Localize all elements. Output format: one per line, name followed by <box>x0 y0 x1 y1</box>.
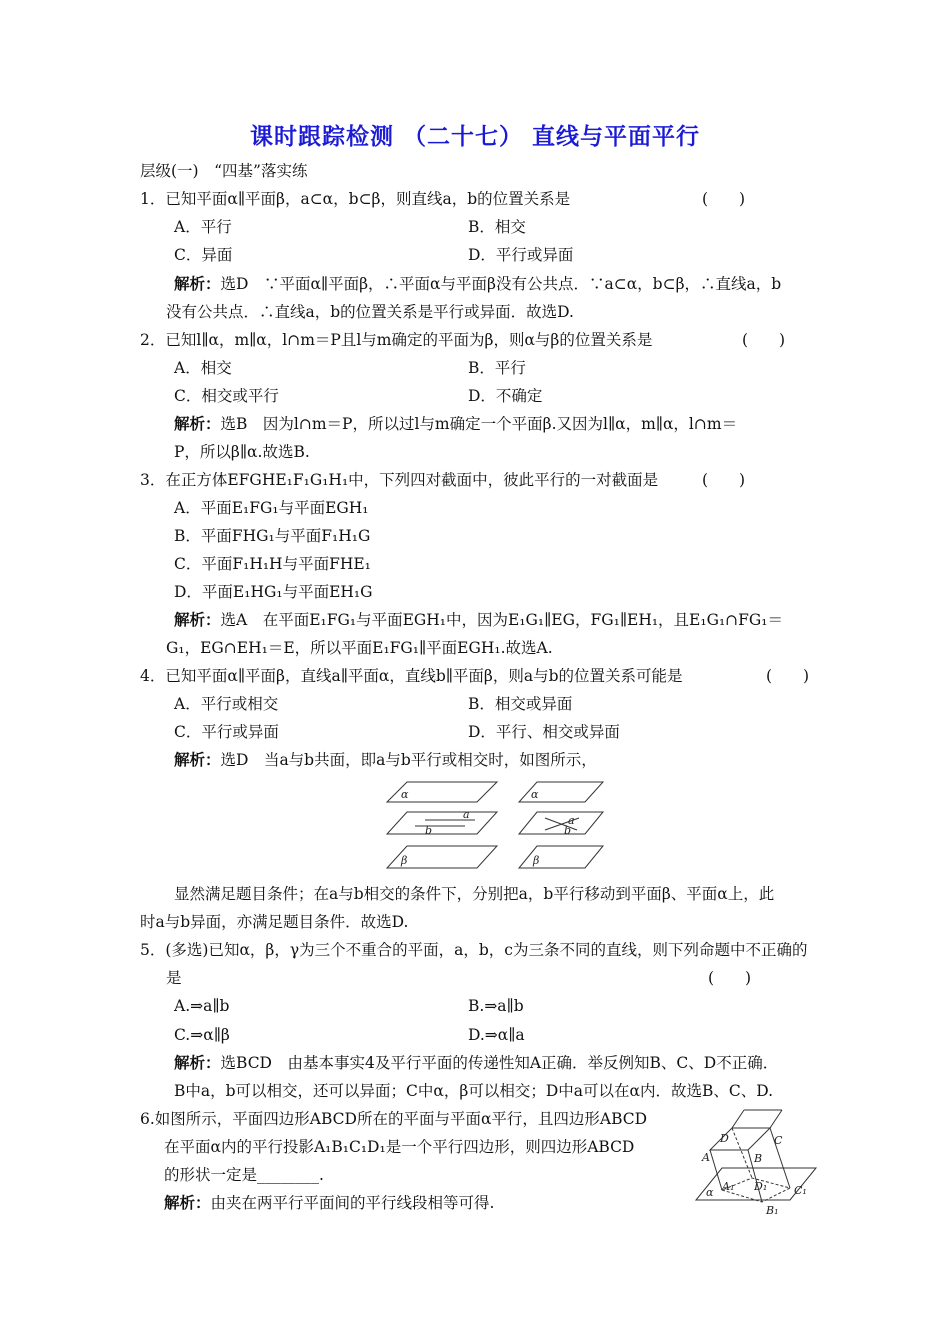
q6-fig-label-c: C <box>774 1134 783 1147</box>
q5-option-a: A.⇒a∥b <box>174 997 230 1015</box>
q5-solution-text1: 选BCD 由基本事实4及平行平面的传递性知A正确．举反例知B、C、D不正确． <box>220 1054 779 1072</box>
q4-fig-right-middle-plane <box>519 812 603 834</box>
q4-fig-right-label-a: a <box>568 814 575 827</box>
q3-stem: 3．在正方体EFGHE₁F₁G₁H₁中，下列四对截面中，彼此平行的一对截面是 <box>140 471 659 489</box>
q3-solution-line2: G₁，EG∩EH₁＝E，所以平面E₁FG₁∥平面EGH₁.故选A. <box>166 639 553 657</box>
q1-solution-text1: 选D ∵平面α∥平面β，∴平面α与平面β没有公共点．∵a⊂α，b⊂β，∴直线a，b <box>220 275 782 293</box>
q2-solution-text1: 选B 因为l∩m＝P，所以过l与m确定一个平面β.又因为l∥α，m∥α，l∩m＝ <box>220 415 738 433</box>
q4-fig-left-label-alpha: α <box>401 788 409 801</box>
q1-option-d: D．平行或异面 <box>468 246 574 264</box>
q5-option-d: D.⇒α∥a <box>468 1026 525 1044</box>
q4-fig-left-label-a: a <box>463 808 470 821</box>
q4-solution-line2: 显然满足题目条件；在a与b相交的条件下，分别把a，b平行移动到平面β、平面α上，此 <box>174 885 775 903</box>
q2-solution-line2: P，所以β∥α.故选B. <box>174 443 310 461</box>
q5-solution-label: 解析： <box>174 1053 221 1072</box>
q3-option-b: B．平面FHG₁与平面F₁H₁G <box>174 527 371 545</box>
q2-answer-paren: ( ) <box>742 331 786 349</box>
q4-option-d: D．平行、相交或异面 <box>468 723 620 741</box>
q2-option-a: A．相交 <box>174 359 232 377</box>
q4-fig-right-label-alpha: α <box>531 788 539 801</box>
q4-solution-label: 解析： <box>174 750 221 769</box>
q6-stem-line1: 6.如图所示，平面四边形ABCD所在的平面与平面α平行，且四边形ABCD <box>140 1110 648 1128</box>
q6-fig-label-b: B <box>754 1152 763 1165</box>
q2-option-d: D．不确定 <box>468 387 543 405</box>
q4-stem: 4．已知平面α∥平面β，直线a∥平面α，直线b∥平面β，则a与b的位置关系可能是 <box>140 667 683 685</box>
q2-solution-line1 <box>174 413 737 435</box>
q1-option-c: C．异面 <box>174 246 233 264</box>
q6-solution-label: 解析： <box>164 1193 211 1212</box>
q4-solution-text1: 选D 当a与b共面，即a与b平行或相交时，如图所示， <box>220 751 597 769</box>
q6-fig-label-d: D <box>720 1132 729 1145</box>
q5-solution-line2: B中a，b可以相交，还可以异面；C中α，β可以相交；D中a可以在α内．故选B、C、D. <box>174 1082 774 1100</box>
q1-solution-line1 <box>174 273 781 295</box>
q4-figure <box>385 778 610 874</box>
q6-fig-label-d1: D₁ <box>754 1180 768 1193</box>
q1-solution-line2: 没有公共点．∴直线a，b的位置关系是平行或异面．故选D. <box>166 303 574 321</box>
q4-option-c: C．平行或异面 <box>174 723 279 741</box>
q1-stem: 1．已知平面α∥平面β，a⊂α，b⊂β，则直线a，b的位置关系是 <box>140 190 571 208</box>
q3-solution-line1 <box>174 609 783 631</box>
q4-fig-right-label-beta: β <box>533 854 540 867</box>
q4-fig-right-beta-plane <box>519 846 603 868</box>
q6-solution-line1 <box>164 1192 494 1214</box>
q5-answer-paren: ( ) <box>708 969 752 987</box>
q4-fig-left-middle-plane <box>387 812 497 834</box>
q1-option-b: B．相交 <box>468 218 526 236</box>
q6-fig-label-a1: A₁ <box>722 1180 735 1193</box>
q4-fig-right-label-b: b <box>564 824 572 837</box>
q5-stem: 5．(多选)已知α，β，γ为三个不重合的平面，a，b，c为三条不同的直线，则下列命题中不正确的 <box>140 941 808 959</box>
q6-stem-line3: 的形状一定是________. <box>164 1166 324 1184</box>
q3-answer-paren: ( ) <box>702 471 746 489</box>
q4-option-b: B．相交或异面 <box>468 695 573 713</box>
q4-fig-left-label-b: b <box>425 824 433 837</box>
q2-solution-label: 解析： <box>174 414 221 433</box>
q4-solution-line1 <box>174 749 597 771</box>
q1-solution-label: 解析： <box>174 274 221 293</box>
q6-fig-label-b1: B₁ <box>766 1204 779 1217</box>
q3-option-a: A．平面E₁FG₁与平面EGH₁ <box>174 499 369 517</box>
level-heading: 层级(一) “四基”落实练 <box>140 162 308 180</box>
q6-fig-label-c1: C₁ <box>794 1184 807 1197</box>
q5-stem-cont: 是 <box>166 969 182 987</box>
q2-stem: 2．已知l∥α，m∥α，l∩m＝P且l与m确定的平面为β，则α与β的位置关系是 <box>140 331 653 349</box>
q4-option-a: A．平行或相交 <box>174 695 279 713</box>
q5-solution-line1 <box>174 1052 778 1074</box>
q6-solution-text1: 由夹在两平行平面间的平行线段相等可得. <box>210 1194 495 1212</box>
q6-figure <box>692 1106 822 1218</box>
q5-option-c: C.⇒α∥β <box>174 1026 230 1044</box>
q6-stem-line2: 在平面α内的平行投影A₁B₁C₁D₁是一个平行四边形，则四边形ABCD <box>164 1138 635 1156</box>
q3-option-d: D．平面E₁HG₁与平面EH₁G <box>174 583 373 601</box>
q3-solution-label: 解析： <box>174 610 221 629</box>
q6-fig-ext-c <box>770 1110 782 1128</box>
q2-option-b: B．平行 <box>468 359 526 377</box>
q1-answer-paren: ( ) <box>702 190 746 208</box>
q6-fig-label-a: A <box>702 1151 710 1164</box>
q3-option-c: C．平面F₁H₁H与平面FHE₁ <box>174 555 371 573</box>
q1-option-a: A．平行 <box>174 218 232 236</box>
q4-answer-paren: ( ) <box>766 667 810 685</box>
q5-option-b: B.⇒a∥b <box>468 997 524 1015</box>
q4-fig-left-label-beta: β <box>401 854 408 867</box>
page-title: 课时跟踪检测 （二十七） 直线与平面平行 <box>249 124 700 150</box>
q6-fig-ext-d <box>732 1110 744 1128</box>
q6-fig-label-alpha: α <box>706 1186 714 1199</box>
q2-option-c: C．相交或平行 <box>174 387 279 405</box>
q4-solution-line3: 时a与b异面，亦满足题目条件．故选D. <box>140 913 409 931</box>
q3-solution-text1: 选A 在平面E₁FG₁与平面EGH₁中，因为E₁G₁∥EG，FG₁∥EH₁，且E₁G₁∩FG₁＝ <box>220 611 784 629</box>
